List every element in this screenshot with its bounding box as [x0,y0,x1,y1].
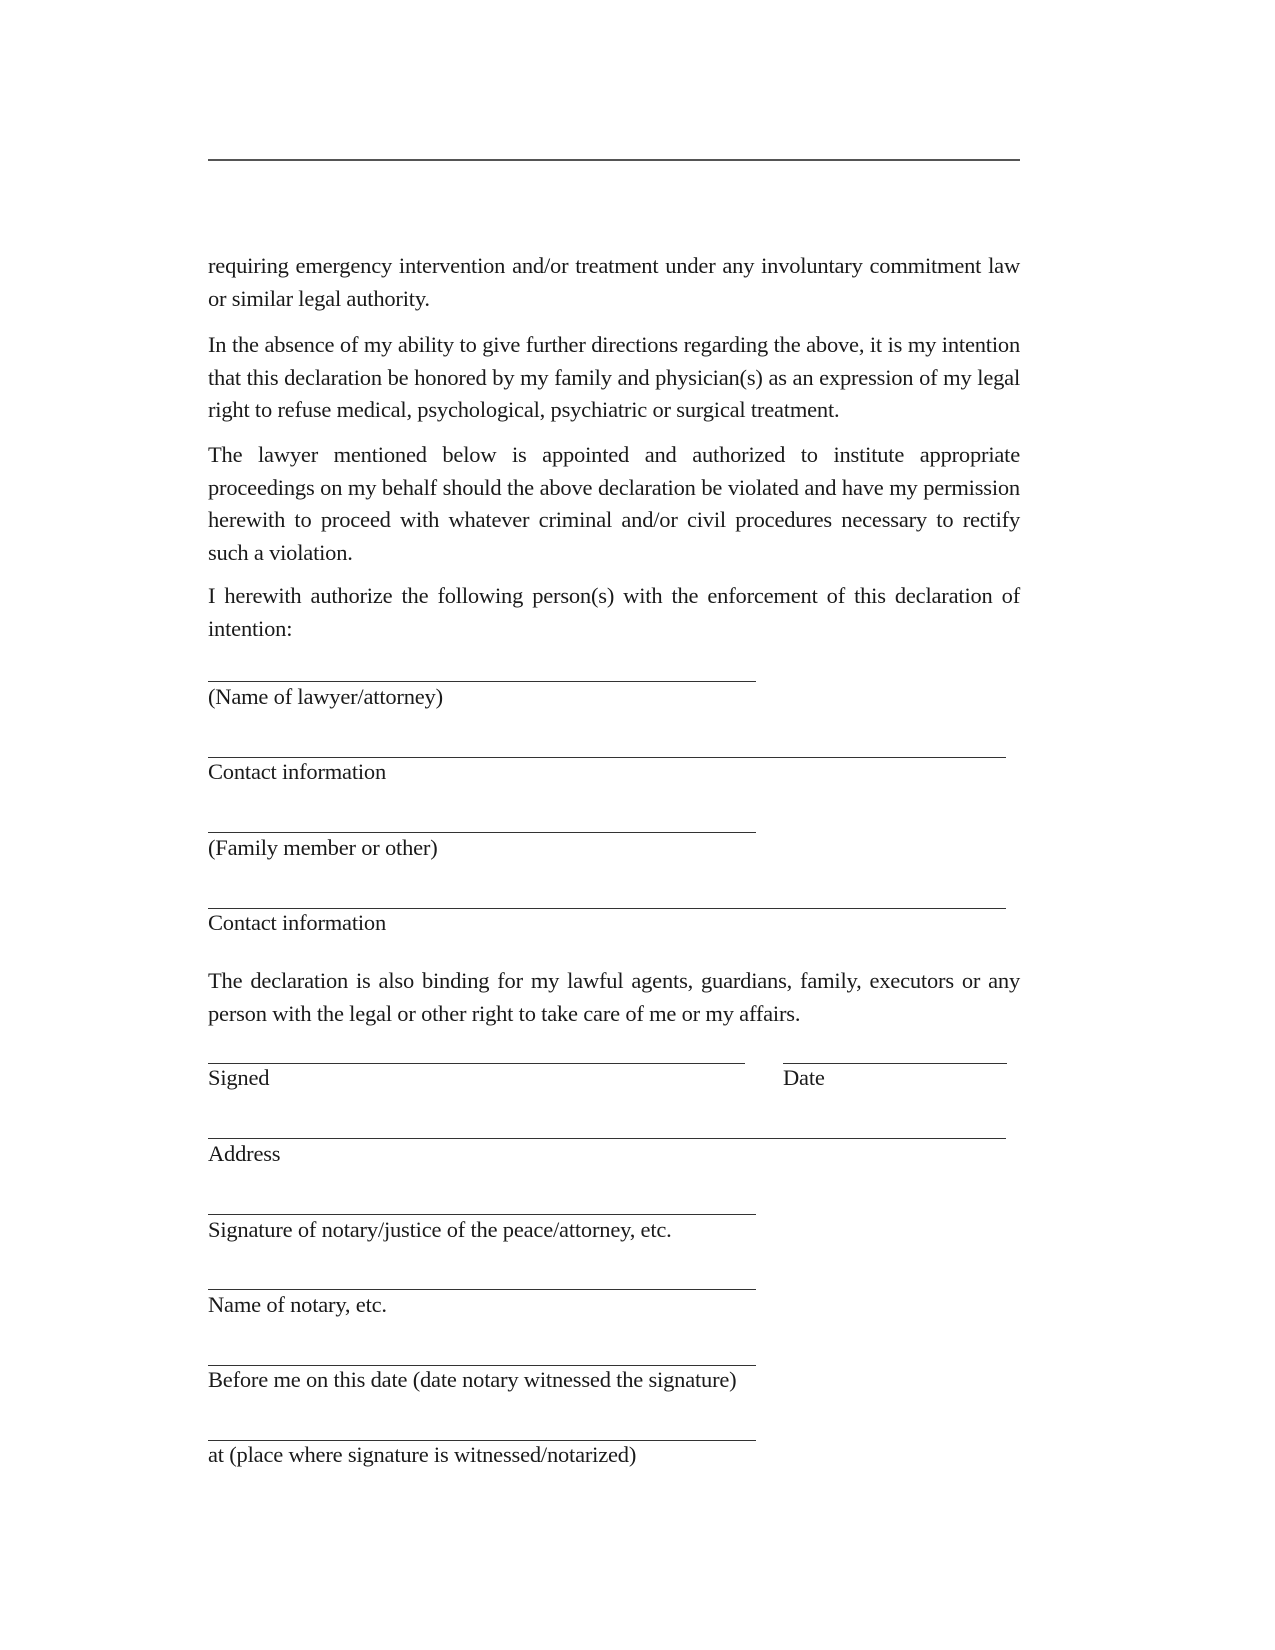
address-label: Address [208,1141,281,1166]
lawyer-name-line[interactable] [208,681,756,682]
lawyer-contact-label: Contact information [208,759,387,784]
notary-place-line[interactable] [208,1440,756,1441]
signed-line[interactable] [208,1063,745,1064]
family-member-line[interactable] [208,832,756,833]
lawyer-name-label: (Name of lawyer/attorney) [208,684,443,709]
signed-label: Signed [208,1065,270,1090]
address-line[interactable] [208,1138,1006,1139]
notary-date-label: Before me on this date (date notary witnessed the signature) [208,1367,737,1392]
paragraph-lawyer-appointed: The lawyer mentioned below is appointed and authorized to institute appropriate proceedings on my behalf should the above declaration be violated and have my permission herewith to proceed with whatever criminal and/or civil procedures necessary to rectify such a violation. [208,442,1020,565]
paragraph-binding: The declaration is also binding for my lawful agents, guardians, family, executors or any person with the legal or other right to take care of me or my affairs. [208,968,1020,1026]
top-rule [208,159,1020,161]
family-member-label: (Family member or other) [208,835,438,860]
lawyer-contact-line[interactable] [208,757,1006,758]
notary-date-line[interactable] [208,1365,756,1366]
paragraph-authorize: I herewith authorize the following person(s) with the enforcement of this declaration of intention: [208,583,1020,641]
notary-signature-line[interactable] [208,1214,756,1215]
notary-place-label: at (place where signature is witnessed/notarized) [208,1442,637,1467]
family-contact-line[interactable] [208,908,1006,909]
family-contact-label: Contact information [208,910,387,935]
paragraph-absence: In the absence of my ability to give further directions regarding the above, it is my intention that this declaration be honored by my family and physician(s) as an expression of my legal right to refuse medical, psychological, psychiatric or surgical treatment. [208,332,1020,422]
paragraph-intervention: requiring emergency intervention and/or treatment under any involuntary commitment law or similar legal authority. [208,253,1020,311]
notary-signature-label: Signature of notary/justice of the peace/attorney, etc. [208,1217,672,1242]
notary-name-label: Name of notary, etc. [208,1292,387,1317]
notary-name-line[interactable] [208,1289,756,1290]
date-line[interactable] [783,1063,1007,1064]
date-label: Date [783,1065,825,1090]
